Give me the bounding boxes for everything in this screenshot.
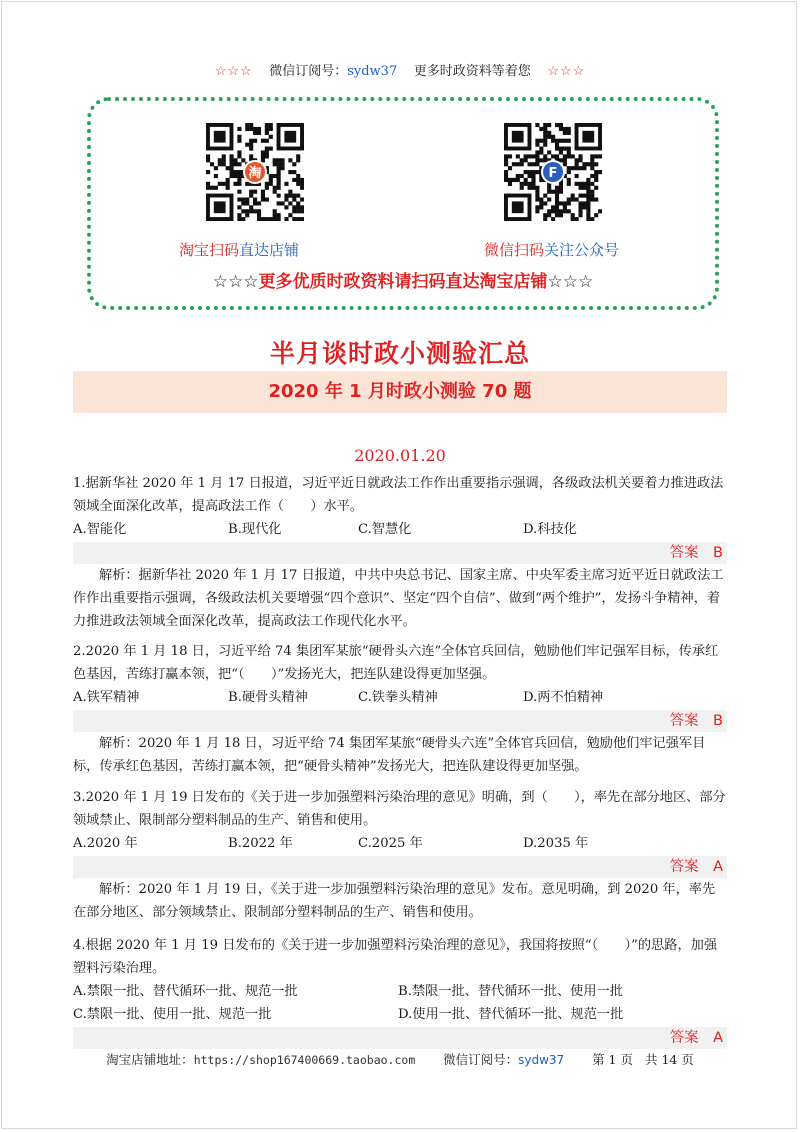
taobao-qr-caption [179, 239, 299, 260]
header-label: 微信订阅号： [269, 64, 348, 79]
explanation: 解析：据新华社 2020 年 1 月 17 日报道，中共中央总书记、国家主席、中央军委主席习近平近日就政法工作作出重要指示强调，各级政法机关要增强“四个意识”、坚定“四个自信”、做到“两个维护”，发扬斗争精神，着力推进政法领域全面深化改革，提高政法工作现代化水平。 [73, 568, 724, 629]
footer-shop-label: 淘宝店铺地址： [106, 1052, 194, 1067]
footer-wx-label: 微信订阅号： [443, 1052, 519, 1067]
option-d: D.科技化 [523, 522, 577, 537]
option-a: A.智能化 [73, 522, 127, 537]
option-b: B.禁限一批、替代循环一批、使用一批 [398, 984, 623, 999]
option-c: C.禁限一批、使用一批、规范一批 [73, 1007, 272, 1022]
question-text: 1.据新华社 2020 年 1 月 17 日报道，习近平近日就政法工作作出重要指示强调，各级政法机关要着力推进政法领域全面深化改革，提高政法工作（ ）水平。 [73, 476, 724, 514]
question-3 [73, 786, 727, 924]
stars-right: ☆☆☆ [547, 64, 586, 79]
option-a: A.2020 年 [73, 836, 138, 851]
subtitle-banner: 2020 年 1 月时政小测验 70 题 [73, 371, 727, 413]
question-text: 4.根据 2020 年 1 月 19 日发布的《关于进一步加强塑料污染治理的意见》，我国将按照“（ ）”的思路，加强塑料污染治理。 [73, 938, 718, 976]
footer-shop-link[interactable]: https://shop167400669.taobao.com [193, 1053, 416, 1067]
option-c: C.智慧化 [358, 522, 412, 537]
option-a: A.禁限一批、替代循环一批、规范一批 [73, 984, 298, 999]
date-heading: 2020.01.20 [354, 446, 446, 465]
question-2 [73, 640, 727, 778]
question-1 [73, 472, 727, 633]
svg-text:F: F [548, 166, 558, 181]
question-text: 3.2020 年 1 月 19 日发布的《关于进一步加强塑料污染治理的意见》明确，到（ ），率先在部分地区、部分领域禁止、限制部分塑料制品的生产、销售和使用。 [73, 790, 726, 828]
caption-blue-right: 关注公众号 [544, 241, 620, 259]
options-grid [73, 980, 727, 1026]
explanation: 解析：2020 年 1 月 18 日，习近平给 74 集团军某旅“硬骨头六连”全体官兵回信，勉励他们牢记强军目标，传承红色基因，苦练打赢本领，把“硬骨头精神”发扬光大，把连队建设得更加坚强。 [73, 736, 706, 774]
option-d: D.使用一批、替代循环一批、规范一批 [398, 1007, 624, 1022]
option-b: B.硬骨头精神 [228, 690, 308, 705]
header-tagline: 更多时政资料等着您 [413, 64, 531, 79]
caption-red-right: 微信扫码 [484, 241, 545, 259]
promo-stars-right: ☆☆☆ [547, 272, 594, 292]
option-d: D.2035 年 [523, 836, 589, 851]
explanation: 解析：2020 年 1 月 19 日，《关于进一步加强塑料污染治理的意见》发布。意见明确，到 2020 年，率先在部分地区、部分领域禁止、限制部分塑料制品的生产、销售和使用。 [73, 882, 716, 920]
footer-page-number: 第 1 页 [592, 1052, 633, 1067]
answer-bar: 答案 A [73, 856, 727, 878]
option-a: A.铁军精神 [73, 690, 140, 705]
main-title: 半月谈时政小测验汇总 [269, 339, 530, 368]
promo-box [87, 97, 719, 310]
caption-red-left: 淘宝扫码 [179, 241, 240, 259]
answer-bar: 答案 B [73, 542, 727, 564]
qr-pattern [206, 123, 304, 221]
options-row [73, 518, 727, 541]
option-b: B.2022 年 [228, 836, 293, 851]
footer-page-total: 共 14 页 [644, 1052, 694, 1067]
qr-pattern [504, 123, 602, 221]
options-row [73, 686, 727, 709]
answer-bar: 答案 A [73, 1027, 727, 1049]
footer-shop [106, 1052, 415, 1067]
footer-wx-id[interactable]: sydw37 [518, 1053, 565, 1067]
option-c: C.2025 年 [358, 836, 423, 851]
taobao-qr-code-icon[interactable] [206, 123, 304, 221]
stars-left: ☆☆☆ [214, 64, 253, 79]
top-header [0, 60, 800, 79]
option-c: C.铁拳头精神 [358, 690, 438, 705]
question-text: 2.2020 年 1 月 18 日，习近平给 74 集团军某旅“硬骨头六连”全体官兵回信，勉励他们牢记强军目标，传承红色基因，苦练打赢本领，把“（ ）”发扬光大，把连队建设得更加坚强。 [73, 644, 719, 682]
options-row [73, 832, 727, 855]
question-4 [73, 934, 727, 1049]
wechat-qr-code-icon[interactable] [504, 123, 602, 221]
option-d: D.两不怕精神 [523, 690, 604, 705]
answer-bar: 答案 B [73, 710, 727, 732]
header-account-id[interactable]: sydw37 [347, 64, 398, 79]
caption-blue-left: 直达店铺 [239, 241, 300, 259]
promo-banner-line [91, 267, 715, 292]
promo-banner-text: 更多优质时政资料请扫码直达淘宝店铺 [258, 272, 548, 292]
wechat-qr-caption [484, 239, 619, 260]
promo-stars-left: ☆☆☆ [212, 272, 259, 292]
page-footer [0, 1050, 800, 1068]
svg-text:淘: 淘 [248, 166, 262, 181]
footer-wx [443, 1052, 564, 1067]
option-b: B.现代化 [228, 522, 282, 537]
